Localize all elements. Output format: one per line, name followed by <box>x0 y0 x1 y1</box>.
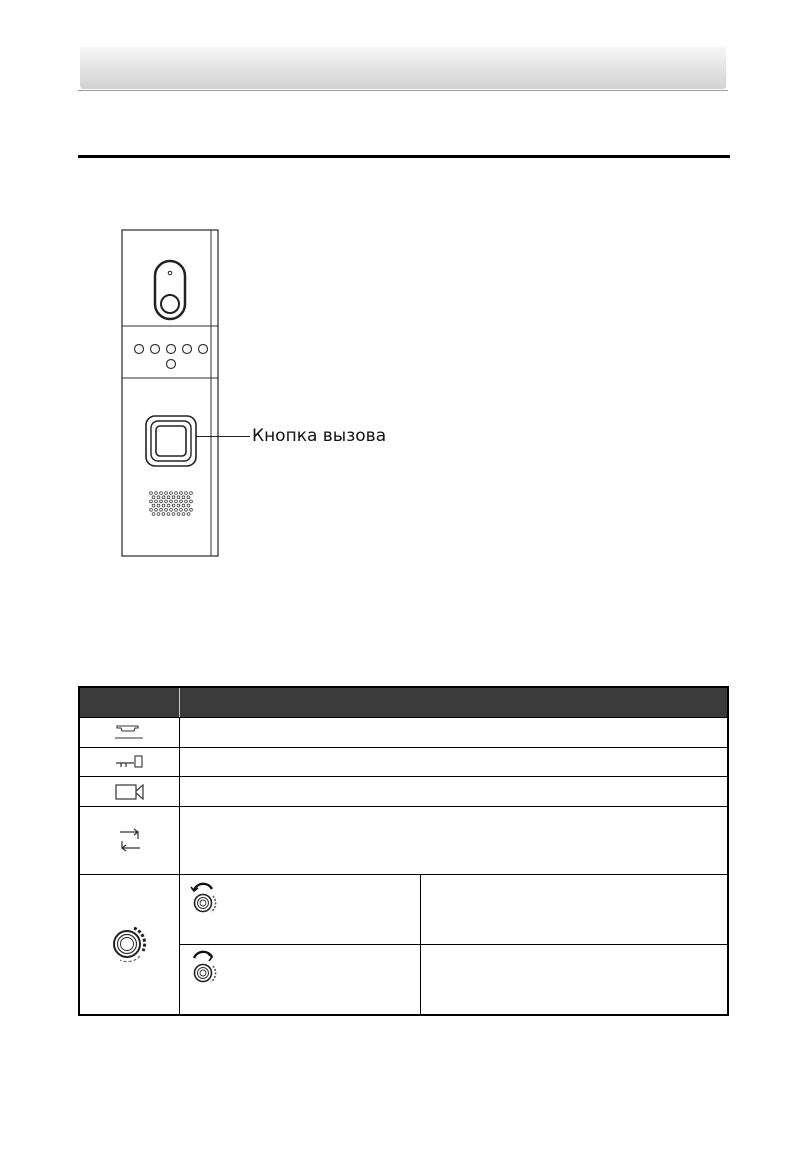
knob-rotate-icon <box>190 948 218 986</box>
callout-line <box>196 436 250 437</box>
sub-row <box>180 875 727 944</box>
table-row <box>80 875 727 1014</box>
header-divider <box>179 688 180 717</box>
page-header-bar <box>80 47 726 89</box>
knob-rotate-icon <box>190 880 218 914</box>
header-divider <box>78 90 728 91</box>
call-button-label: Кнопка вызова <box>252 426 387 446</box>
camera-lens-icon <box>155 261 185 319</box>
call-button-icon <box>146 416 196 466</box>
knob-icon <box>110 924 150 964</box>
table-header <box>80 688 727 717</box>
table-row <box>80 748 727 776</box>
table-row <box>80 807 727 874</box>
video-camera-icon <box>114 782 146 802</box>
sub-row <box>180 945 727 1014</box>
handset-icon <box>114 724 144 741</box>
door-station-illustration <box>110 228 230 558</box>
section-rule <box>78 155 730 158</box>
swap-arrows-icon <box>117 828 143 852</box>
function-table <box>78 686 729 1016</box>
table-row <box>80 718 727 747</box>
key-icon <box>114 753 146 771</box>
table-row <box>80 777 727 806</box>
